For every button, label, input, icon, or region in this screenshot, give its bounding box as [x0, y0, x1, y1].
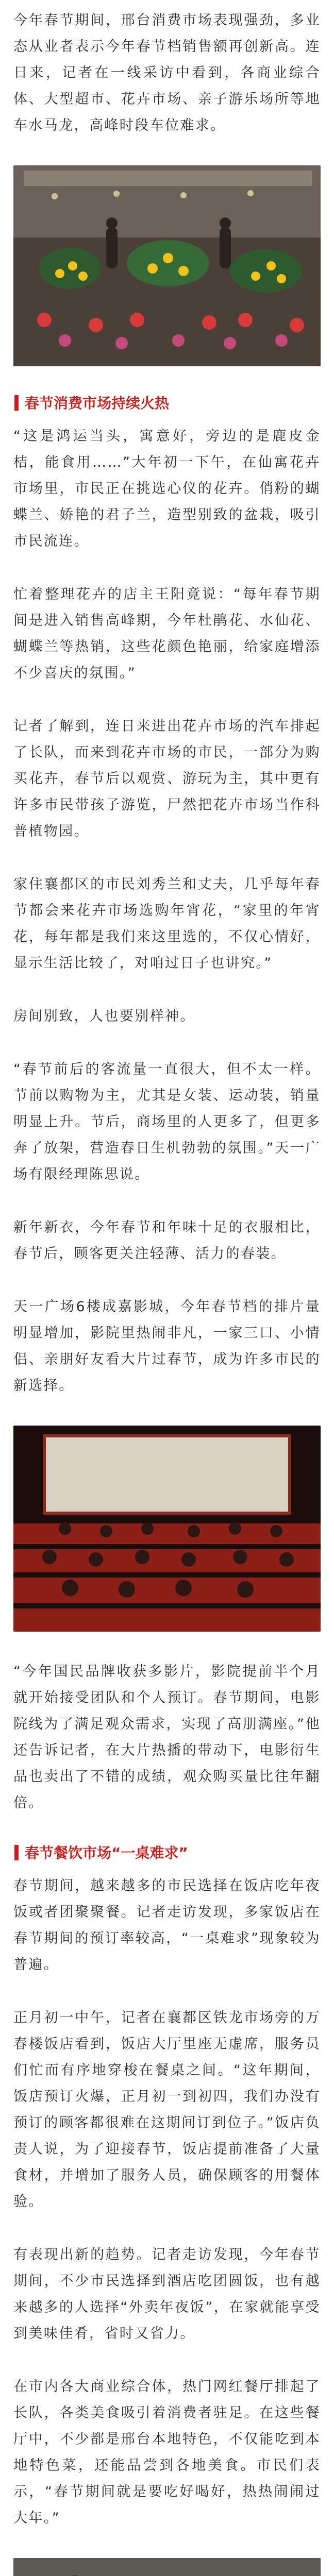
heading-text: 春节消费市场持续火热: [25, 395, 170, 412]
section-heading-consumption: [13, 393, 321, 414]
paragraph: 今年春节期间，邢台消费市场表现强劲，多业态从业者表示今年春节档销售额再创新高。连日来，记者在一线采访中看到，各商业综合体、大型超市、花卉市场、亲子游乐场所等地车水马龙，高峰时段车位难求。: [13, 12, 321, 133]
paragraph: 房间别致，人也要别样神。: [13, 1008, 195, 1024]
heading-bar: [14, 1845, 19, 1860]
orchid-shoppers-photo: [13, 2558, 321, 2576]
section-heading-dining: [13, 1843, 321, 1863]
paragraph: 正月初一中午，记者在襄都区铁龙市场旁的万春楼饭店看到，饭店大厅里座无虚席，服务员们忙而有序地穿梭在餐桌之间。“这年期间，饭店预订火爆，正月初一到初四，我们办没有预订的顾客都很难在这期间订到位子。”饭店负责人说，为了迎接春节，饭店提前准备了大量食材，并增加了服务人员，确保顾客的用餐体验。: [13, 2010, 321, 2210]
cinema-photo: [13, 1426, 321, 1632]
heading-text: 春节餐饮市场“一桌难求”: [25, 1844, 188, 1861]
paragraph: “今年国民品牌收获多影片，影院提前半个月就开始接受团队和个人预订。春节期间，电影院线为了满足观众需求，实现了高朋满座。”他还告诉记者，在大片热播的带动下，电影衍生品也卖出了不错的成绩，观众购买量比往年翻倍。: [13, 1664, 321, 1811]
paragraph: “春节前后的客流量一直很大，但不太一样。节前以购物为主，尤其是女装、运动装，销量明显上升。节后，商场里的人更多了，但更多奔了放架，营造春日生机勃勃的氛围。”天一广场有限经理陈思说。: [13, 1061, 321, 1182]
paragraph: 天一广场6楼成嘉影城，今年春节档的排片量明显增加，影院里热闹非凡，一家三口、小情侣、亲朋好友看大片过春节，成为许多市民的新选择。: [13, 1299, 321, 1394]
paragraph: 家住襄都区的市民刘秀兰和丈夫，几乎每年春节都会来花卉市场选购年宵花，“家里的年宵花，每年都是我们来这里选的，不仅心情好，显示生活比较了，对咱过日子也讲究。”: [13, 876, 321, 971]
flower-market-photo: [13, 165, 321, 366]
paragraph: 春节期间，越来越多的市民选择在饭店吃年夜饭或者团聚聚餐。记者走访发现，多家饭店在春节期间的预订率较高，“一桌难求”现象较为普遍。: [13, 1878, 321, 1973]
paragraph: 记者了解到，连日来进出花卉市场的汽车排起了长队，而来到花卉市场的市民，一部分为购买花卉，春节后以观赏、游玩为主，其中更有许多市民带孩子游览，尸然把花卉市场当作科普植物园。: [13, 718, 321, 839]
heading-bar: [14, 395, 19, 411]
paragraph: 有表现出新的趋势。记者走访发现，今年春节期间，不少市民选择到酒店吃团圆饭，也有越来越多的人选择“外卖年夜饭”，在家就能享受到美味佳肴，省时又省力。: [13, 2247, 321, 2342]
paragraph: 新年新衣，今年春节和年味十足的衣服相比，春节后，顾客更关注轻薄、活力的春装。: [13, 1219, 321, 1262]
paragraph: 在市内各大商业综合体，热门网红餐厅排起了长队，各类美食吸引着消费者驻足。在这些餐厅中，不少都是邢台本地特色，不仅能吃到本地特色菜，还能品尝到各地美食。市民们表示，“春节期间就是要吃好喝好，热热闹闹过大年。”: [13, 2379, 321, 2526]
paragraph: 忙着整理花卉的店主王阳竟说：“每年春节期间是进入销售高峰期，今年杜鹃花、水仙花、蝴蝶兰等热销，这些花颜色艳丽，给家庭增添不少喜庆的氛围。”: [13, 586, 321, 681]
paragraph: “这是鸿运当头，寓意好，旁边的是鹿皮金桔，能食用……”大年初一下午，在仙寓花卉市场里，市民正在挑选心仪的花卉。俏粉的蝴蝶兰、娇艳的君子兰，造型别致的盆栽，吸引市民流连。: [13, 428, 321, 549]
